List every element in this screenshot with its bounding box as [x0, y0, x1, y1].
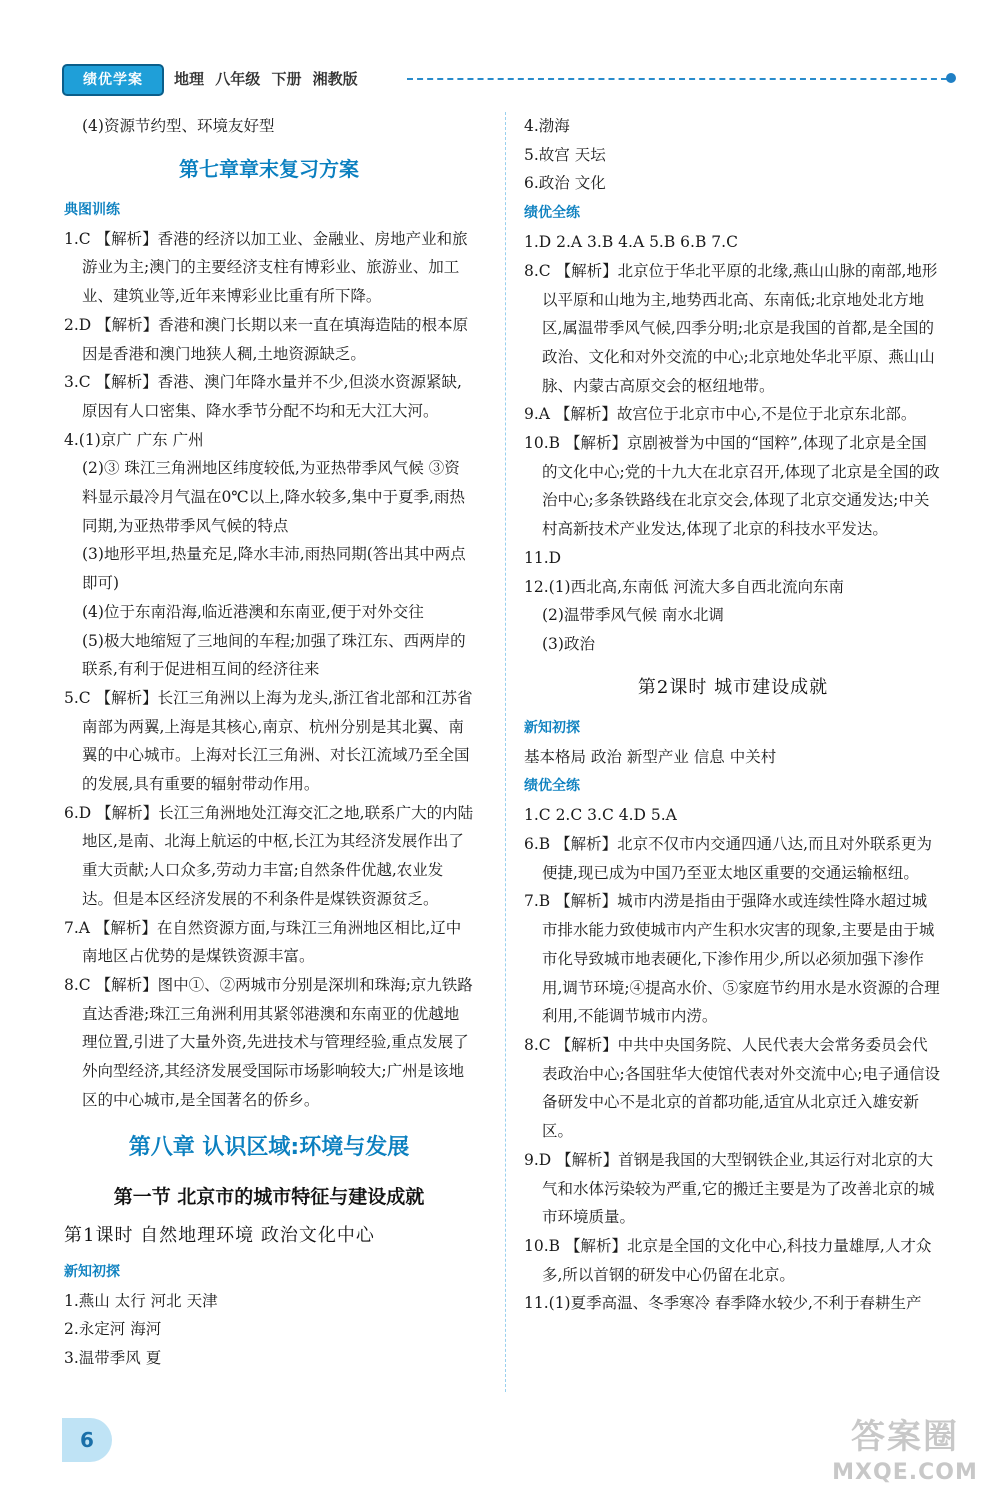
watermark-url: MXQE.COM: [832, 1460, 978, 1485]
lesson-1-title: 第1课时 自然地理环境 政治文化中心: [64, 1224, 375, 1246]
answer-subitem: (3)政治: [542, 634, 595, 653]
answer-item: 1.C 【解析】香港的经济以加工业、金融业、房地产业和旅游业为主;澳门的主要经济支柱有博彩业、旅游业、加工业、建筑业等,近年来博彩业比重有所下降。: [64, 229, 468, 306]
answer-item: 3.C 【解析】香港、澳门年降水量并不少,但淡水资源紧缺,原因有人口密集、降水季节分配不均和无大江大河。: [64, 373, 462, 420]
page-number: 6: [62, 1418, 112, 1462]
answer-item: 8.C 【解析】北京位于华北平原的北缘,燕山山脉的南部,地形以平原和山地为主,地势西北高、东南低;北京地处北方地区,属温带季风气候,四季分明;北京是我国的首都,是全国的政治、文化和对外交流的中心;北京地处华北平原、燕山山脉、内蒙古高原交会的枢纽地带。: [524, 261, 938, 395]
page-header: [62, 62, 962, 96]
answer-item: 1.燕山 太行 河北 天津: [64, 1291, 218, 1310]
answer-item: 7.B 【解析】城市内涝是指由于强降水或连续性降水超过城市排水能力致使城市内产生积水灾害的现象,主要是由于城市化导致城市地表硬化,下渗作用少,所以必须加强下渗作用,调节环境;④提高水价、⑤家庭节约用水是水资源的合理利用,不能调节城市内涝。: [524, 892, 940, 1026]
section-label-diantu: 典图训练: [64, 201, 120, 218]
answer-item: 11.D: [524, 548, 562, 567]
header-dot-icon: [946, 73, 956, 83]
answer-subitem: (2)③ 珠江三角洲地区纬度较低,为亚热带季风气候 ③资料显示最冷月气温在0℃以上,降水较多,集中于夏季,雨热同期,为亚热带季风气候的特点: [82, 459, 465, 535]
answer-item: 4.渤海: [524, 117, 570, 135]
book-logo: 绩优学案: [62, 64, 164, 96]
answer-item: 9.D 【解析】首钢是我国的大型钢铁企业,其运行对北京的大气和水体污染较为严重,它的搬迁主要是为了改善北京的城市环境质量。: [524, 1150, 935, 1227]
answer-item: 5.故宫 天坛: [524, 145, 606, 164]
answer-item: 3.温带季风 夏: [64, 1348, 162, 1367]
watermark-logo: 答案圈: [851, 1417, 959, 1457]
answer-item: 11.(1)夏季高温、冬季寒冷 春季降水较少,不利于春耕生产: [524, 1294, 922, 1313]
watermark: [820, 1415, 990, 1495]
section-label-xinzhi: 新知初探: [524, 719, 580, 736]
answer-line: (4)资源节约型、环境友好型: [82, 117, 275, 135]
answer-item: 6.B 【解析】北京不仅市内交通四通八达,而且对外联系更为便捷,现已成为中国乃至亚太地区重要的交通运输枢纽。: [524, 835, 933, 882]
answer-item: 5.C 【解析】长江三角洲以上海为龙头,浙江省北部和江苏省南部为两翼,上海是其核心,南京、杭州分别是其北翼、南翼的中心城市。上海对长江三角洲、对长江流域乃至全国的发展,具有重要的辐射带动作用。: [64, 688, 473, 794]
answer-subitem: (5)极大地缩短了三地间的车程;加强了珠江东、西两岸的联系,有利于促进相互间的经济往来: [82, 631, 466, 679]
answer-item: 9.A 【解析】故宫位于北京市中心,不是位于北京东北部。: [524, 405, 917, 424]
column-divider: [505, 112, 506, 1392]
answer-item: 8.C 【解析】中共中央国务院、人民代表大会常务委员会代表政治中心;各国驻华大使馆代表对外交流中心;电子通信设备研发中心不是北京的首都功能,适宜从北京迁入雄安新区。: [524, 1035, 940, 1141]
section-label-xinzhi: 新知初探: [64, 1263, 120, 1280]
answer-item: 6.D 【解析】长江三角洲地处江海交汇之地,联系广大的内陆地区,是南、北海上航运的中枢,长江为其经济发展作出了重大贡献;人口众多,劳动力丰富;自然条件优越,农业发达。但是本区经济发展的不利条件是煤铁资源贫乏。: [64, 803, 474, 908]
answer-item: 4.(1)京广 广东 广州: [64, 430, 204, 449]
answer-item: 8.C 【解析】图中①、②两城市分别是深圳和珠海;京九铁路直达香港;珠江三角洲利用其紧邻港澳和东南亚的优越地理位置,引进了大量外资,先进技术与管理经验,重点发展了外向型经济,其经济发展受国际市场影响较大;广州是该地区的中心城市,是全国著名的侨乡。: [64, 975, 473, 1109]
answer-subitem: (4)位于东南沿海,临近港澳和东南亚,便于对外交往: [82, 602, 424, 621]
header-rule: [407, 78, 947, 80]
answer-item: 2.D 【解析】香港和澳门长期以来一直在填海造陆的根本原因是香港和澳门地狭人稠,土地资源缺乏。: [64, 315, 469, 363]
answer-item: 基本格局 政治 新型产业 信息 中关村: [524, 747, 777, 766]
answer-item: 2.永定河 海河: [64, 1320, 162, 1339]
section-1-title: 第一节 北京市的城市特征与建设成就: [113, 1185, 425, 1208]
answer-subitem: (3)地形平坦,热量充足,降水丰沛,雨热同期(答出其中两点即可): [82, 545, 466, 593]
answer-item: 10.B 【解析】北京是全国的文化中心,科技力量雄厚,人才众多,所以首钢的研发中心仍留在北京。: [524, 1236, 932, 1284]
header-title: 地理 八年级 下册 湘教版: [174, 70, 358, 88]
chapter-7-review-title: 第七章章末复习方案: [179, 156, 359, 181]
answer-item: 6.政治 文化: [524, 174, 606, 193]
answer-item: 1.D 2.A 3.B 4.A 5.B 6.B 7.C: [524, 233, 738, 252]
answer-item: 12.(1)西北高,东南低 河流大多自西北流向东南: [524, 577, 844, 596]
answer-item: 7.A 【解析】在自然资源方面,与珠江三角洲地区相比,辽中南地区占优势的是煤铁资源丰富。: [64, 918, 462, 966]
section-label-jiyou: 绩优全练: [524, 205, 580, 222]
left-column: [64, 112, 474, 1373]
right-column: [524, 112, 942, 1318]
answer-subitem: (2)温带季风气候 南水北调: [542, 606, 724, 625]
section-label-jiyou: 绩优全练: [524, 778, 580, 795]
answer-item: 10.B 【解析】京剧被誉为中国的“国粹”,体现了北京是全国的文化中心;党的十九大在北京召开,体现了北京是全国的政治中心;多条铁路线在北京交会,体现了北京交通发达;中关村高新技术产业发达,体现了北京的科技水平发达。: [524, 434, 940, 539]
answer-item: 1.C 2.C 3.C 4.D 5.A: [524, 806, 677, 825]
lesson-2-title: 第2课时 城市建设成就: [637, 676, 829, 698]
chapter-8-title: 第八章 认识区域:环境与发展: [128, 1134, 410, 1160]
